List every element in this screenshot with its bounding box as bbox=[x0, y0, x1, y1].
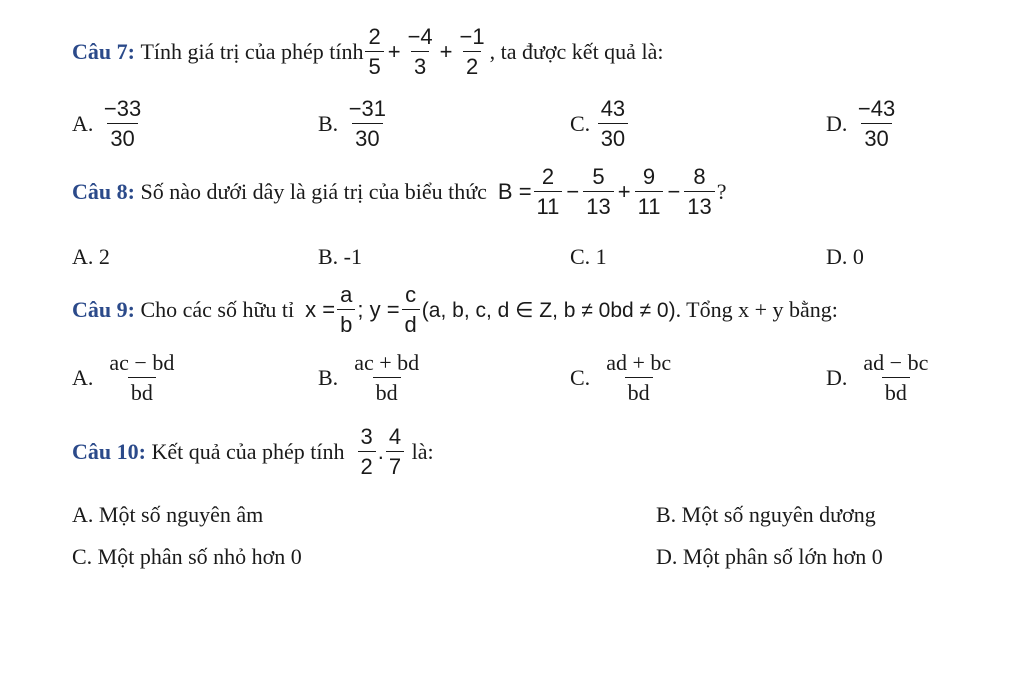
q10-fraction-2: $\frac{4}{7}$ bbox=[386, 426, 404, 478]
question-7-text: Tính giá trị của phép tính bbox=[140, 39, 364, 64]
option-letter: C. bbox=[570, 111, 591, 136]
option-fraction: $\frac{ac + bd}{bd}$ bbox=[354, 350, 420, 405]
q8-fraction-2: $\frac{5}{13}$ bbox=[583, 166, 613, 218]
option-letter: D. bbox=[826, 111, 848, 136]
q7-option-a[interactable] bbox=[72, 92, 146, 156]
q7-fraction-2: $\frac{-4}{3}$ bbox=[407, 24, 433, 79]
question-8-label: Câu 8: bbox=[72, 179, 135, 204]
q8-operator-1: − bbox=[566, 179, 580, 204]
q8-fraction-3: $\frac{9}{11}$ bbox=[635, 166, 664, 218]
q9-option-c[interactable] bbox=[570, 346, 676, 410]
option-letter: D. bbox=[826, 365, 848, 390]
q7-option-c[interactable] bbox=[570, 92, 630, 156]
q7-option-d[interactable] bbox=[826, 92, 900, 156]
question-8-text: Số nào dưới dây là giá trị của biểu thức bbox=[140, 179, 487, 204]
question-8-text-after: ? bbox=[716, 179, 727, 204]
question-9 bbox=[72, 278, 838, 342]
q10-multiply-dot: . bbox=[377, 439, 384, 464]
q8-fraction-1: $\frac{2}{11}$ bbox=[534, 166, 563, 218]
q10-fraction-1: $\frac{3}{2}$ bbox=[358, 426, 376, 478]
question-7-label: Câu 7: bbox=[72, 39, 135, 64]
q8-fraction-4: $\frac{8}{13}$ bbox=[684, 166, 714, 218]
q7-operator-1: + bbox=[387, 39, 401, 64]
q9-fraction-y: $\frac{c}{d}$ bbox=[402, 284, 420, 336]
q10-option-b[interactable]: B. Một số nguyên dương bbox=[656, 502, 876, 527]
q8-option-b[interactable]: B. -1 bbox=[318, 244, 362, 269]
option-fraction: $\frac{-33}{30}$ bbox=[103, 96, 142, 151]
question-8 bbox=[72, 160, 727, 224]
q7-fraction-1: $\frac{2}{5}$ bbox=[365, 26, 383, 78]
q8-option-a[interactable]: A. 2 bbox=[72, 244, 110, 269]
q9-y-lhs: ; y = bbox=[357, 297, 400, 322]
q9-option-b[interactable] bbox=[318, 346, 424, 410]
q10-option-d[interactable]: D. Một phân số lớn hơn 0 bbox=[656, 544, 883, 569]
option-fraction: $\frac{-31}{30}$ bbox=[348, 96, 387, 151]
question-9-text-after: . Tổng x + y bằng: bbox=[675, 297, 838, 322]
q9-option-d[interactable] bbox=[826, 346, 933, 410]
option-fraction: $\frac{ac - bd}{bd}$ bbox=[109, 350, 175, 405]
q10-option-a[interactable]: A. Một số nguyên âm bbox=[72, 502, 264, 527]
q8-operator-3: − bbox=[667, 179, 681, 204]
q9-condition: (a, b, c, d ∈ Z, b ≠ 0bd ≠ 0) bbox=[421, 298, 676, 322]
option-letter: B. bbox=[318, 365, 339, 390]
q10-option-c[interactable]: C. Một phân số nhỏ hơn 0 bbox=[72, 544, 302, 569]
option-letter: C. bbox=[570, 365, 591, 390]
q9-fraction-x: $\frac{a}{b}$ bbox=[337, 284, 355, 336]
option-letter: B. bbox=[318, 111, 339, 136]
q9-option-a[interactable] bbox=[72, 346, 179, 410]
q9-x-lhs: x = bbox=[305, 297, 336, 322]
option-fraction: $\frac{ad + bc}{bd}$ bbox=[606, 350, 672, 405]
option-fraction: $\frac{-43}{30}$ bbox=[857, 96, 896, 151]
option-fraction: $\frac{ad - bc}{bd}$ bbox=[863, 350, 929, 405]
question-7 bbox=[72, 20, 663, 84]
q8-operator-2: + bbox=[617, 179, 631, 204]
question-10-label: Câu 10: bbox=[72, 439, 146, 464]
question-9-text: Cho các số hữu tỉ bbox=[140, 297, 295, 322]
q8-expression-lhs: B = bbox=[497, 179, 532, 204]
q8-option-d[interactable]: D. 0 bbox=[826, 244, 864, 269]
q8-option-c[interactable]: C. 1 bbox=[570, 244, 607, 269]
option-fraction: $\frac{43}{30}$ bbox=[598, 98, 628, 150]
question-10-text-after: là: bbox=[411, 439, 434, 464]
question-10-text: Kết quả của phép tính bbox=[151, 439, 345, 464]
q7-option-b[interactable] bbox=[318, 92, 391, 156]
question-9-label: Câu 9: bbox=[72, 297, 135, 322]
option-letter: A. bbox=[72, 111, 94, 136]
q7-fraction-3: $\frac{-1}{2}$ bbox=[459, 24, 485, 79]
q7-operator-2: + bbox=[439, 39, 453, 64]
option-letter: A. bbox=[72, 365, 94, 390]
question-10 bbox=[72, 420, 434, 484]
question-7-text-after: , ta được kết quả là: bbox=[489, 39, 664, 64]
cropped-top-remnants bbox=[0, 0, 1024, 6]
